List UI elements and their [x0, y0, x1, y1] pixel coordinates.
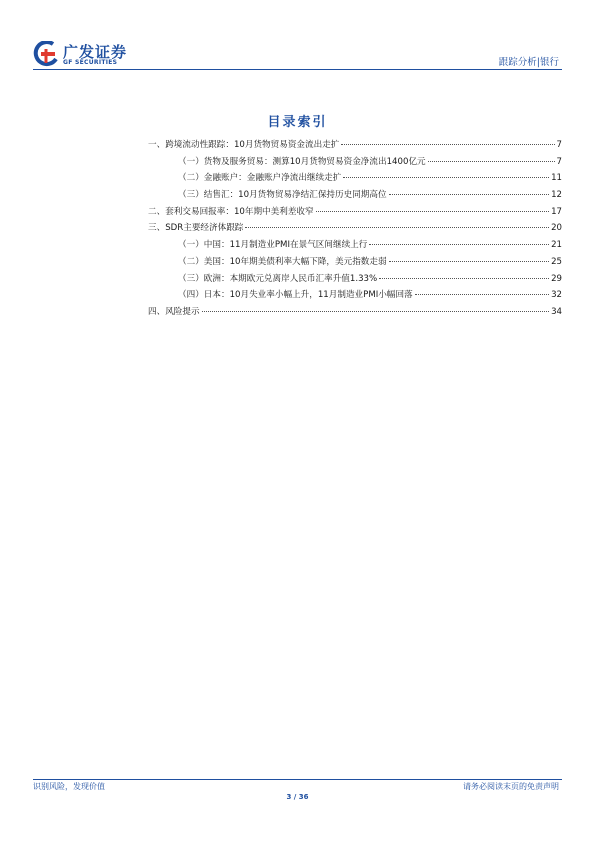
toc-entry-text: （三）结售汇：10月货物贸易净结汇保持历史同期高位	[178, 190, 387, 201]
report-category: 跟踪分析|银行	[498, 57, 559, 68]
toc-entry[interactable]	[148, 155, 562, 172]
company-logo	[33, 41, 133, 69]
toc-entry[interactable]	[148, 238, 562, 255]
toc-leader-dots	[369, 244, 549, 245]
toc-leader-dots	[389, 261, 549, 262]
toc-leader-dots	[316, 211, 549, 212]
toc-entry-text: （一）中国：11月制造业PMI在景气区间继续上行	[178, 240, 368, 251]
footer-slogan: 识别风险，发现价值	[33, 782, 105, 791]
toc-entry-text: 二、套利交易回报率：10年期中美利差收窄	[148, 206, 314, 217]
toc-leader-dots	[379, 278, 549, 279]
logo-chinese-name: 广发证券	[63, 43, 128, 61]
toc-entry-text: 三、SDR主要经济体跟踪	[148, 223, 244, 234]
toc-entry-text: 一、跨境流动性跟踪：10月货物贸易资金流出走扩	[148, 140, 340, 150]
page-number: 3 / 36	[286, 793, 309, 801]
toc-entry-text: 四、风险提示	[148, 306, 200, 317]
toc-leader-dots	[389, 194, 549, 195]
toc-entry[interactable]	[148, 272, 562, 289]
toc-entry[interactable]	[148, 221, 562, 238]
toc-leader-dots	[202, 311, 549, 312]
toc-entry-text: （二）金融账户：金融账户净流出继续走扩	[178, 173, 342, 184]
toc-entry-page: 25	[551, 256, 562, 267]
toc-entry-text: （二）美国：10年期美债利率大幅下降，美元指数走弱	[178, 256, 387, 267]
toc-entry-page: 34	[551, 306, 562, 317]
table-of-contents	[148, 138, 562, 322]
footer-disclaimer-note: 请务必阅读末页的免责声明	[463, 782, 559, 791]
toc-leader-dots	[245, 227, 549, 228]
toc-entry-page: 32	[551, 290, 562, 301]
toc-entry[interactable]	[148, 171, 562, 188]
toc-entry[interactable]	[148, 305, 562, 322]
toc-entry-page: 11	[551, 173, 562, 184]
toc-leader-dots	[415, 294, 549, 295]
toc-leader-dots	[428, 161, 555, 162]
toc-entry[interactable]	[148, 138, 562, 155]
toc-entry-text: （三）欧洲：本期欧元兑离岸人民币汇率升值1.33%	[178, 273, 378, 284]
toc-entry-page: 17	[551, 206, 562, 217]
toc-leader-dots	[343, 177, 549, 178]
header-divider	[33, 69, 562, 70]
toc-entry-text: （一）货物及服务贸易：测算10月货物贸易资金净流出1400亿元	[178, 156, 426, 167]
toc-entry-page: 21	[551, 240, 562, 251]
toc-leader-dots	[341, 144, 554, 145]
footer-divider	[33, 779, 562, 780]
toc-title: 目录索引	[267, 115, 328, 130]
toc-entry[interactable]	[148, 288, 562, 305]
toc-entry[interactable]	[148, 188, 562, 205]
toc-entry-page: 20	[551, 223, 562, 234]
toc-entry-page: 7	[556, 140, 562, 150]
toc-entry[interactable]	[148, 205, 562, 222]
toc-entry-page: 12	[551, 190, 562, 201]
toc-entry-text: （四）日本：10月失业率小幅上升，11月制造业PMI小幅回落	[178, 290, 413, 301]
toc-entry[interactable]	[148, 255, 562, 272]
toc-entry-page: 29	[551, 273, 562, 284]
gf-logo-icon	[33, 41, 59, 67]
logo-english-name: GF SECURITIES	[63, 59, 118, 66]
toc-entry-page: 7	[556, 156, 562, 167]
